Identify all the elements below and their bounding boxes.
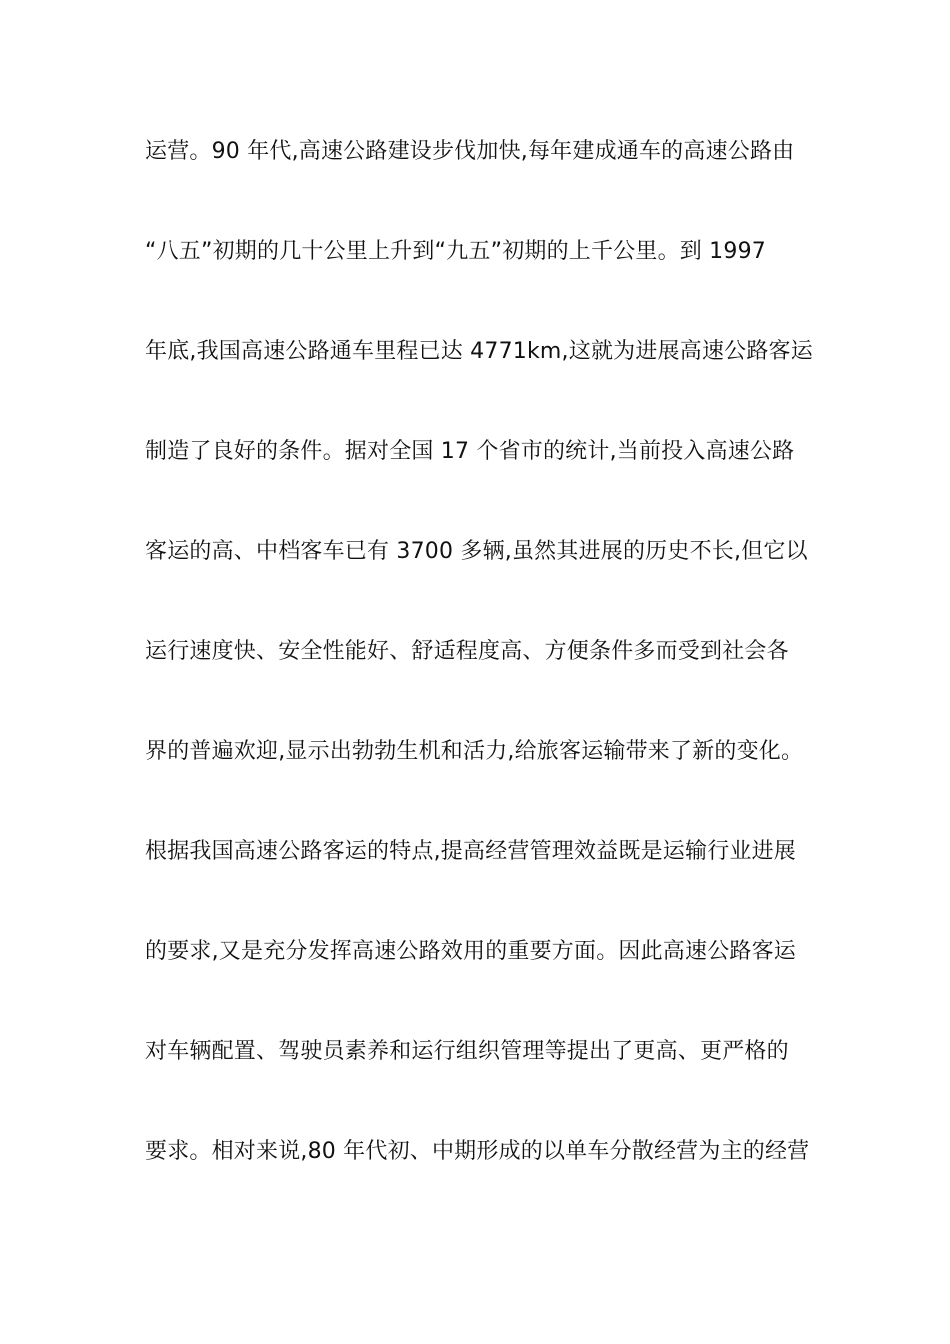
text-line: 运营。90 年代,高速公路建设步伐加快,每年建成通车的高速公路由 [145, 139, 795, 164]
text-line: 运行速度快、安全性能好、舒适程度高、方便条件多而受到社会各 [145, 639, 789, 664]
text-line: 要求。相对来说,80 年代初、中期形成的以单车分散经营为主的经营 [145, 1139, 810, 1164]
text-line: 根据我国高速公路客运的特点,提高经营管理效益既是运输行业进展 [145, 839, 796, 864]
text-line: 界的普遍欢迎,显示出勃勃生机和活力,给旅客运输带来了新的变化。 [145, 739, 804, 764]
text-line: “八五”初期的几十公里上升到“九五”初期的上千公里。到 1997 [145, 239, 766, 264]
text-line: 客运的高、中档客车已有 3700 多辆,虽然其进展的历史不长,但它以 [145, 539, 808, 564]
text-line: 年底,我国高速公路通车里程已达 4771km,这就为进展高速公路客运 [145, 339, 813, 364]
text-line: 对车辆配置、驾驶员素养和运行组织管理等提出了更高、更严格的 [145, 1039, 789, 1064]
text-line: 制造了良好的条件。据对全国 17 个省市的统计,当前投入高速公路 [145, 439, 795, 464]
text-line: 的要求,又是充分发挥高速公路效用的重要方面。因此高速公路客运 [145, 939, 796, 964]
